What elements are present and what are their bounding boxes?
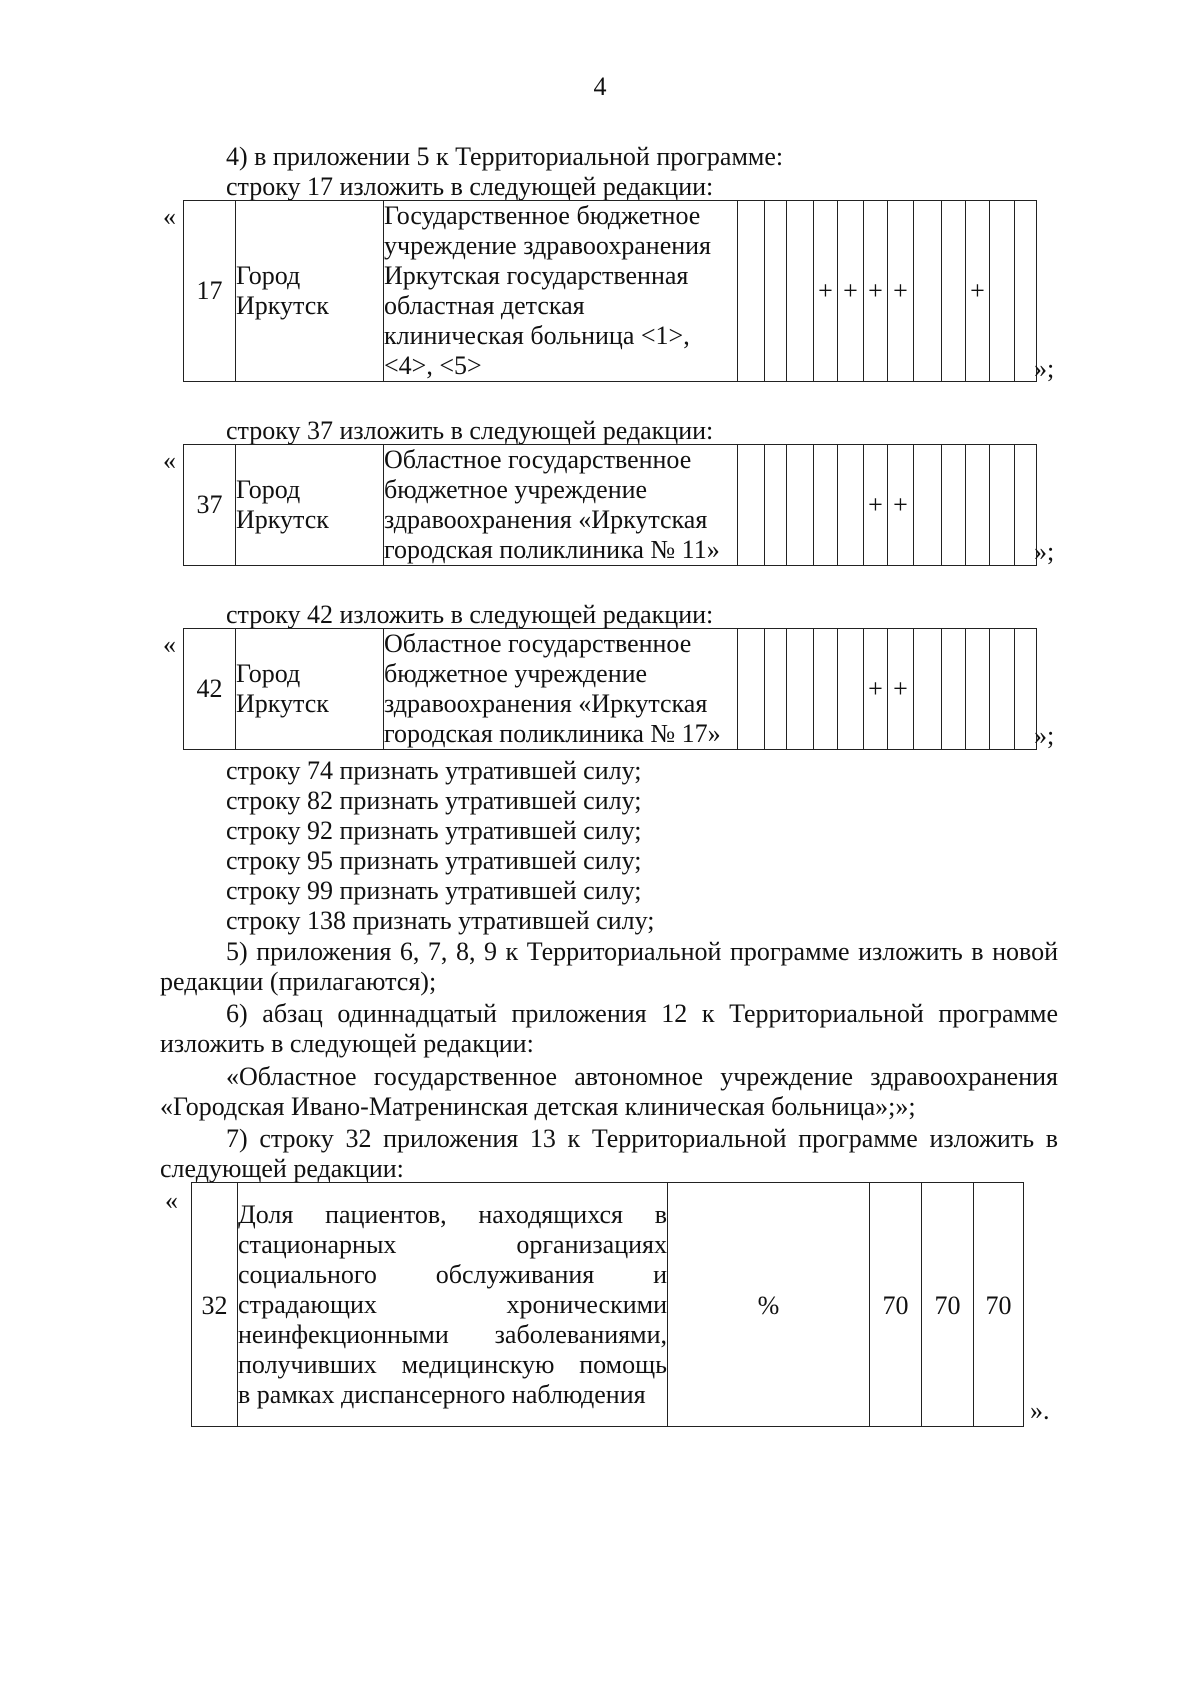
value-cell: 70 xyxy=(974,1183,1024,1427)
void-row-line: строку 92 признать утратившей силу; xyxy=(226,816,642,845)
row-number: 32 xyxy=(192,1183,238,1427)
city-cell xyxy=(236,201,384,382)
city-cell xyxy=(236,629,384,750)
desc-line: стационарных организациях xyxy=(238,1229,667,1259)
row37-close-quote: »; xyxy=(1034,537,1055,566)
row17-table xyxy=(183,200,1037,382)
mark-cell: + xyxy=(864,445,888,566)
org-line: бюджетное учреждение xyxy=(384,659,648,688)
mark-cell xyxy=(814,445,838,566)
row17-open-quote: « xyxy=(163,202,176,231)
org-line: Областное государственное xyxy=(384,445,692,474)
row42-close-quote: »; xyxy=(1034,721,1055,750)
page-number: 4 xyxy=(593,72,607,101)
item6-quote-line2: «Городская Ивано-Матренинская детская клиническая больница»;»; xyxy=(160,1092,916,1121)
mark-cell xyxy=(990,445,1015,566)
item5-line2: редакции (прилагаются); xyxy=(160,967,437,996)
org-line: клиническая больница <1>, xyxy=(384,321,690,350)
mark-cell xyxy=(765,629,787,750)
organization-cell xyxy=(384,445,738,566)
desc-line: получивших медицинскую помощь xyxy=(238,1349,667,1379)
void-row-line: строку 95 признать утратившей силу; xyxy=(226,846,642,875)
mark-cell xyxy=(990,201,1015,382)
row-number: 17 xyxy=(184,201,236,382)
void-row-line: строку 74 признать утратившей силу; xyxy=(226,756,642,785)
mark-cell xyxy=(814,629,838,750)
mark-cell xyxy=(942,629,966,750)
mark-cell: + xyxy=(966,201,990,382)
org-line: областная детская xyxy=(384,291,585,320)
indicator-description-cell xyxy=(238,1183,668,1427)
mark-cell: + xyxy=(888,445,914,566)
org-line: Государственное бюджетное xyxy=(384,201,701,230)
mark-cell xyxy=(942,445,966,566)
item7-line1: 7) строку 32 приложения 13 к Территориальной программе изложить в xyxy=(226,1124,1058,1153)
city-line: Иркутск xyxy=(236,505,329,534)
city-line: Город xyxy=(236,475,301,504)
item6-line1: 6) абзац одиннадцатый приложения 12 к Территориальной программе xyxy=(226,999,1058,1028)
item7-open-quote: « xyxy=(165,1186,178,1215)
city-line: Иркутск xyxy=(236,291,329,320)
org-line: бюджетное учреждение xyxy=(384,475,648,504)
row17-close-quote: »; xyxy=(1034,354,1055,383)
city-line: Иркутск xyxy=(236,689,329,718)
desc-line: неинфекционными заболеваниями, xyxy=(238,1319,667,1349)
city-line: Город xyxy=(236,261,301,290)
org-line: городская поликлиника № 11» xyxy=(384,535,720,564)
mark-cell xyxy=(914,629,942,750)
empty-cell xyxy=(738,201,765,382)
org-line: Иркутская государственная xyxy=(384,261,689,290)
empty-cell xyxy=(738,445,765,566)
org-line: Областное государственное xyxy=(384,629,692,658)
city-cell xyxy=(236,445,384,566)
item6-line2: изложить в следующей редакции: xyxy=(160,1029,534,1058)
mark-cell xyxy=(787,445,814,566)
row42-table xyxy=(183,628,1037,750)
mark-cell xyxy=(990,629,1015,750)
row17-intro: строку 17 изложить в следующей редакции: xyxy=(226,172,714,201)
desc-line: страдающих хроническими xyxy=(238,1289,667,1319)
desc-line: Доля пациентов, находящихся в xyxy=(238,1199,667,1229)
mark-cell xyxy=(914,445,942,566)
item4-heading: 4) в приложении 5 к Территориальной программе: xyxy=(226,142,784,171)
item5-line1: 5) приложения 6, 7, 8, 9 к Территориальной программе изложить в новой xyxy=(226,937,1058,966)
mark-cell: + xyxy=(864,629,888,750)
org-line: учреждение здравоохранения xyxy=(384,231,712,260)
mark-cell: + xyxy=(838,201,864,382)
value-cell: 70 xyxy=(922,1183,974,1427)
row-number: 37 xyxy=(184,445,236,566)
item7-close-quote: ». xyxy=(1030,1396,1050,1425)
mark-cell: + xyxy=(888,629,914,750)
org-line: <4>, <5> xyxy=(384,351,482,380)
organization-cell xyxy=(384,629,738,750)
mark-cell xyxy=(838,445,864,566)
void-row-line: строку 99 признать утратившей силу; xyxy=(226,876,642,905)
mark-cell xyxy=(914,201,942,382)
org-line: городская поликлиника № 17» xyxy=(384,719,721,748)
mark-cell xyxy=(942,201,966,382)
void-row-line: строку 82 признать утратившей силу; xyxy=(226,786,642,815)
row37-open-quote: « xyxy=(163,446,176,475)
desc-line: в рамках диспансерного наблюдения xyxy=(238,1379,646,1409)
mark-cell xyxy=(966,445,990,566)
mark-cell xyxy=(765,201,787,382)
org-line: здравоохранения «Иркутская xyxy=(384,505,708,534)
organization-cell xyxy=(384,201,738,382)
mark-cell xyxy=(787,201,814,382)
empty-cell xyxy=(738,629,765,750)
row42-open-quote: « xyxy=(163,630,176,659)
city-line: Город xyxy=(236,659,301,688)
row37-table xyxy=(183,444,1037,566)
item7-table xyxy=(191,1182,1024,1427)
mark-cell xyxy=(765,445,787,566)
mark-cell xyxy=(787,629,814,750)
mark-cell xyxy=(838,629,864,750)
mark-cell: + xyxy=(864,201,888,382)
void-row-line: строку 138 признать утратившей силу; xyxy=(226,906,655,935)
value-cell: 70 xyxy=(870,1183,922,1427)
item6-quote-line1: «Областное государственное автономное учреждение здравоохранения xyxy=(226,1062,1058,1091)
item7-line2: следующей редакции: xyxy=(160,1154,404,1183)
row37-intro: строку 37 изложить в следующей редакции: xyxy=(226,416,714,445)
unit-cell: % xyxy=(668,1183,870,1427)
mark-cell: + xyxy=(888,201,914,382)
desc-line: социального обслуживания и xyxy=(238,1259,667,1289)
org-line: здравоохранения «Иркутская xyxy=(384,689,708,718)
mark-cell xyxy=(966,629,990,750)
row42-intro: строку 42 изложить в следующей редакции: xyxy=(226,600,714,629)
row-number: 42 xyxy=(184,629,236,750)
mark-cell: + xyxy=(814,201,838,382)
